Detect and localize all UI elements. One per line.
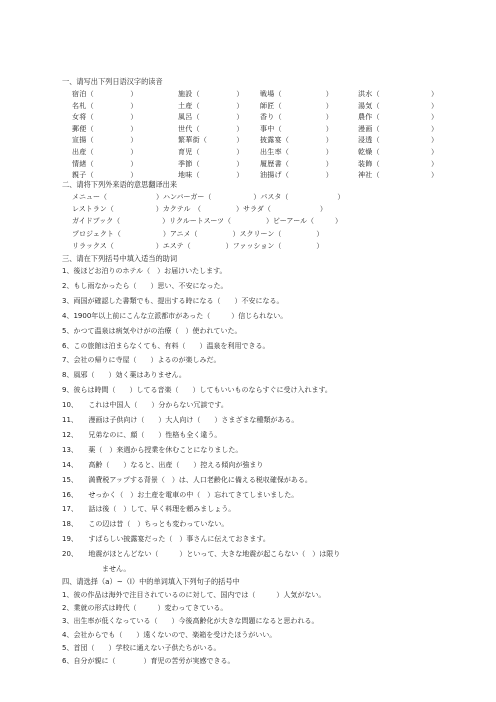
reading-item: 浸透（ ） <box>358 136 439 145</box>
reading-item: 農作（ ） <box>358 113 439 122</box>
reading-item: 季節（ ） <box>178 159 244 168</box>
particle-question: 1、後ほどお泊りのホテル（ ）お届けいたします。 <box>62 267 227 275</box>
loanword-line: ガイドブック（ ）リクルートスーツ（ ）ビーアール（ ） <box>72 217 343 226</box>
reading-item: 風呂（ ） <box>178 113 244 122</box>
section2-title: 二、请将下列外来语的意思翻译出来 <box>62 180 178 189</box>
particle-question: 5、かつて温泉は病気やけがの治療（ ）使われていた。 <box>62 326 242 335</box>
particle-question: ません。 <box>102 565 131 573</box>
reading-item: 地味（ ） <box>178 171 244 180</box>
particle-question: 6、この旅館は泊まらなくても、有料（ ）温泉を利用できる。 <box>62 341 270 350</box>
reading-item: 漫画（ ） <box>358 124 439 133</box>
reading-item: 乾燥（ ） <box>358 148 439 156</box>
section1-title: 一、请写出下列日语汉字的读音 <box>62 77 163 86</box>
reading-item: 油揚げ（ ） <box>260 171 333 180</box>
reading-item: 郵便（ ） <box>72 124 138 133</box>
reading-item: 情緒（ ） <box>72 159 138 168</box>
particle-question: 17、 話は後（ ）して、早く料理を頼みましょう。 <box>62 505 236 514</box>
reading-item: 事中（ ） <box>260 124 333 133</box>
reading-item: 親子（ ） <box>72 171 138 180</box>
word-choice-question: 2、業就の形式は時代（ ）変わってきている。 <box>62 604 228 613</box>
word-choice-question: 3、出生率が低くなっている（ ）今後高齢化が大きな問題になると思われる。 <box>62 617 319 626</box>
particle-question: 4、1900年以上前にこんな立派都市があった（ ）信じられない。 <box>62 311 288 320</box>
particle-question: 16、 せっかく（ ）お土産を電車の中（ ）忘れてきてしまいました。 <box>62 490 299 499</box>
reading-item: 装飾（ ） <box>358 159 439 168</box>
reading-item: 宿泊（ ） <box>72 90 138 98</box>
reading-item: 香り（ ） <box>260 113 333 122</box>
reading-item: 戦場（ ） <box>260 90 333 98</box>
particle-question: 19、 すばらしい披露宴だった（ ）事さんに伝えておきます。 <box>62 535 270 544</box>
section4-title: 四、请选择（a）~（l）中的单词填入下列句子的括号中 <box>62 577 240 586</box>
word-choice-question: 1、彼の作品は海外で注目されているのに対して、国内では（ ）人気がない。 <box>62 591 326 599</box>
reading-item: 繁華街（ ） <box>178 136 244 145</box>
particle-question: 20、 地震がほとんどない（ ）といって、大きな地震が起こらない（ ）は限り <box>62 550 341 559</box>
particle-question: 10、 これは中国人（ ）分からない冗談です。 <box>62 401 228 410</box>
reading-item: 施設（ ） <box>178 90 244 98</box>
loanword-line: リラックス（ ）エステ（ ）ファッション（ ） <box>72 241 324 250</box>
particle-question: 9、彼らは時間（ ）してる音楽（ ）してもいいものならすぐに受け入れます。 <box>62 386 332 395</box>
loanword-line: レストラン（ ）カクテル （ ）サラダ（ ） <box>72 205 327 214</box>
particle-question: 11、 漫画は子供向け（ ）大人向け（ ）さまざまな種類がある。 <box>62 416 299 424</box>
reading-item: 湯気（ ） <box>358 101 439 110</box>
reading-item: 女将（ ） <box>72 113 138 122</box>
word-choice-question: 4、会社からでも（ ）遠くないので、楽箱を受けたほうがいい。 <box>62 630 277 639</box>
reading-item: 育児（ ） <box>178 148 244 156</box>
particle-question: 8、風邪（ ）効く薬はありません。 <box>62 371 186 380</box>
section3-title: 三、请在下列括号中填入适当的助词 <box>62 254 178 263</box>
reading-item: 披露宴（ ） <box>260 136 333 145</box>
reading-item: 履歴書（ ） <box>260 159 333 168</box>
reading-item: 出産（ ） <box>72 148 138 156</box>
reading-item: 世代（ ） <box>178 124 244 133</box>
particle-question: 15、 満費税アップする背景（ ）は、人口老齢化に備える税収確保がある。 <box>62 475 312 484</box>
reading-item: 土産（ ） <box>178 101 244 110</box>
particle-question: 18、 この辺は昔（ ）ちっとも変わっていない。 <box>62 520 229 529</box>
particle-question: 7、会社の帰りに寺屋（ ）よるのが楽しみだ。 <box>62 356 221 365</box>
reading-item: 神社（ ） <box>358 171 439 180</box>
particle-question: 14、 高齢（ ）なると、出産（ ）控える傾向が強まり <box>62 460 264 469</box>
reading-item: 出生率（ ） <box>260 148 333 156</box>
reading-item: 師匠（ ） <box>260 101 333 110</box>
particle-question: 3、両国が確認した書類でも、提出する時になる（ ）不安になる。 <box>62 296 284 305</box>
word-choice-question: 6、自分が親に（ ）育児の苦労が実感できる。 <box>62 657 235 665</box>
reading-item: 宣揚（ ） <box>72 136 138 145</box>
reading-item: 名札（ ） <box>72 101 138 110</box>
reading-item: 洪水（ ） <box>358 90 439 98</box>
word-choice-question: 5、首団（ ）学校に通えない子供たちがいる。 <box>62 643 221 652</box>
particle-question: 12、 兄弟なのに、顔（ ）性格も全く違う。 <box>62 430 222 439</box>
loanword-line: プロジェクト（ ）アニメ（ ）スクリーン（ ） <box>72 229 324 238</box>
particle-question: 13、 薬（ ）来週から授業を休むことになりました。 <box>62 445 243 454</box>
particle-question: 2、もし雨なかったら（ ）思い、不安になった。 <box>62 281 228 290</box>
loanword-line: メニュー（ ）ハンバーガー（ ）パスタ（ ） <box>72 193 345 201</box>
